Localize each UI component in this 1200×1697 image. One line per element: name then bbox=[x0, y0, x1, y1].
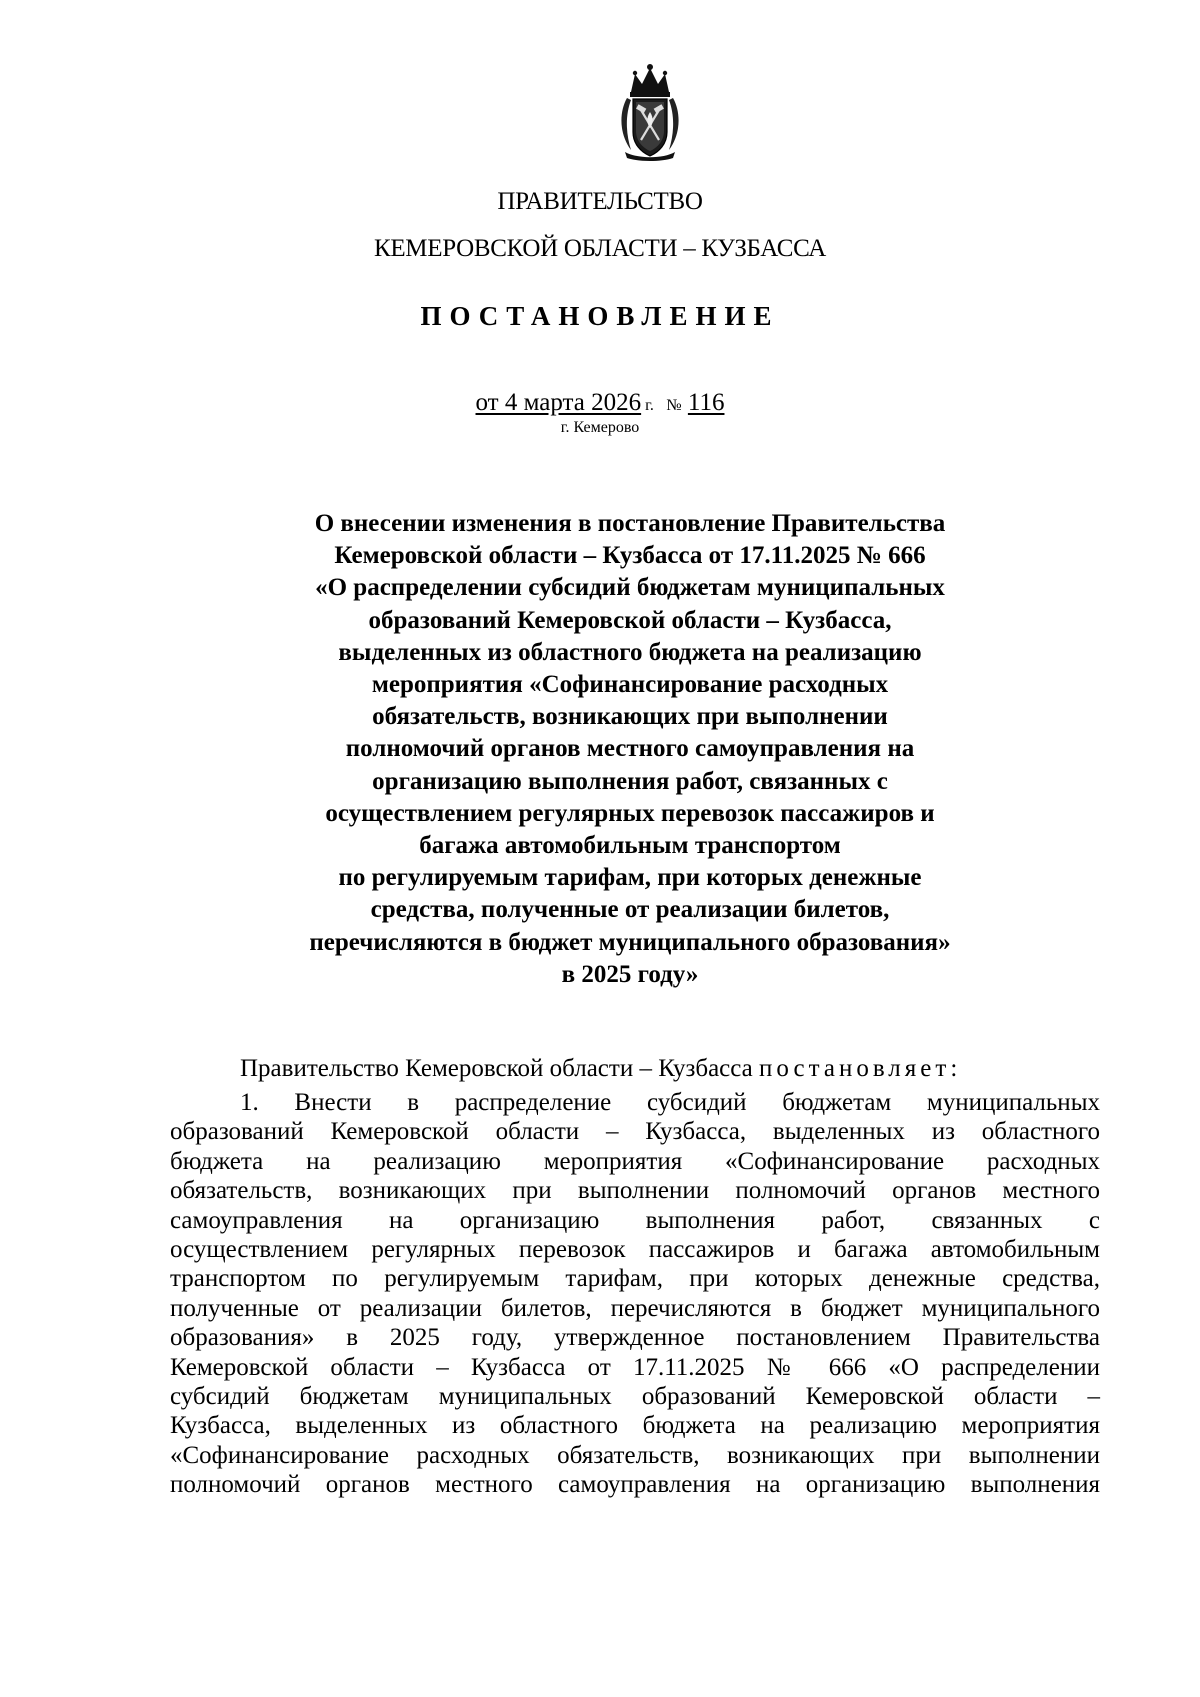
paragraph-line: обязательств, возникающих при выполнении полномочий органов местного bbox=[170, 1177, 1100, 1205]
paragraph-line: осуществлением регулярных перевозок пассажиров и багажа автомобильным bbox=[170, 1235, 1100, 1263]
title-line: образований Кемеровской области – Кузбасса, bbox=[368, 606, 892, 634]
organization-name-line-2: КЕМЕРОВСКОЙ ОБЛАСТИ – КУЗБАССА bbox=[373, 235, 827, 262]
paragraph-line: полномочий органов местного самоуправления на организацию выполнения bbox=[170, 1471, 1100, 1499]
paragraph-line: образования» в 2025 году, утвержденное постановлением Правительства bbox=[170, 1324, 1100, 1352]
title-line: «О распределении субсидий бюджетам муниципальных bbox=[315, 574, 945, 602]
document-date: от 4 марта 2026 bbox=[475, 389, 642, 416]
title-line: в 2025 году» bbox=[561, 960, 699, 988]
title-line: багажа автомобильным транспортом bbox=[419, 832, 841, 860]
document-type-heading: ПОСТАНОВЛЕНИЕ bbox=[420, 301, 780, 331]
resolution-intro bbox=[240, 1054, 957, 1084]
title-line: средства, полученные от реализации билетов, bbox=[370, 896, 890, 924]
paragraph-line: бюджета на реализацию мероприятия «Софинансирование расходных bbox=[170, 1147, 1100, 1175]
title-line: выделенных из областного бюджета на реализацию bbox=[338, 638, 922, 666]
title-line: обязательств, возникающих при выполнении bbox=[372, 703, 888, 731]
title-line: по регулируемым тарифам, при которых денежные bbox=[338, 864, 922, 892]
number-sign: № bbox=[666, 397, 682, 414]
title-line: осуществлением регулярных перевозок пассажиров и bbox=[325, 799, 935, 827]
paragraph-line: транспортом по регулируемым тарифам, при которых денежные средства, bbox=[170, 1265, 1100, 1293]
title-line: перечисляются в бюджет муниципального образования» bbox=[309, 928, 951, 956]
paragraph-line: самоуправления на организацию выполнения работ, связанных с bbox=[170, 1206, 1100, 1234]
paragraph-line: «Софинансирование расходных обязательств, возникающих при выполнении bbox=[170, 1441, 1100, 1469]
paragraph-line: Кузбасса, выделенных из областного бюджета на реализацию мероприятия bbox=[170, 1412, 1100, 1440]
coat-of-arms-emblem bbox=[617, 62, 683, 162]
title-line: О внесении изменения в постановление Правительства bbox=[314, 510, 946, 537]
paragraph-line: 1. Внести в распределение субсидий бюджетам муниципальных bbox=[240, 1089, 1100, 1116]
paragraph-line: полученные от реализации билетов, перечисляются в бюджет муниципального bbox=[170, 1294, 1100, 1322]
intro-colon: : bbox=[950, 1055, 958, 1082]
paragraph-line: Кемеровской области – Кузбасса от 17.11.2025 № 666 «О распределении bbox=[170, 1353, 1100, 1381]
paragraph-line: субсидий бюджетам муниципальных образований Кемеровской области – bbox=[170, 1382, 1100, 1410]
document-number: 116 bbox=[687, 389, 725, 416]
document-title bbox=[260, 508, 1000, 991]
intro-subject: Правительство Кемеровской области – Кузбасса bbox=[240, 1055, 760, 1082]
document-dateline bbox=[0, 388, 1200, 421]
resolution-paragraph-1 bbox=[170, 1088, 1100, 1499]
paragraph-line: образований Кемеровской области – Кузбасса, выделенных из областного bbox=[170, 1118, 1100, 1146]
organization-name-line-1: ПРАВИТЕЛЬСТВО bbox=[497, 188, 703, 215]
title-line: организацию выполнения работ, связанных с bbox=[372, 767, 888, 795]
year-suffix: г. bbox=[641, 397, 654, 414]
document-city: г. Кемерово bbox=[560, 419, 640, 436]
title-line: полномочий органов местного самоуправления на bbox=[345, 735, 915, 763]
intro-verb: постановляет bbox=[759, 1055, 951, 1082]
title-line: Кемеровской области – Кузбасса от 17.11.2025 № 666 bbox=[334, 542, 926, 570]
title-line: мероприятия «Софинансирование расходных bbox=[371, 671, 889, 699]
